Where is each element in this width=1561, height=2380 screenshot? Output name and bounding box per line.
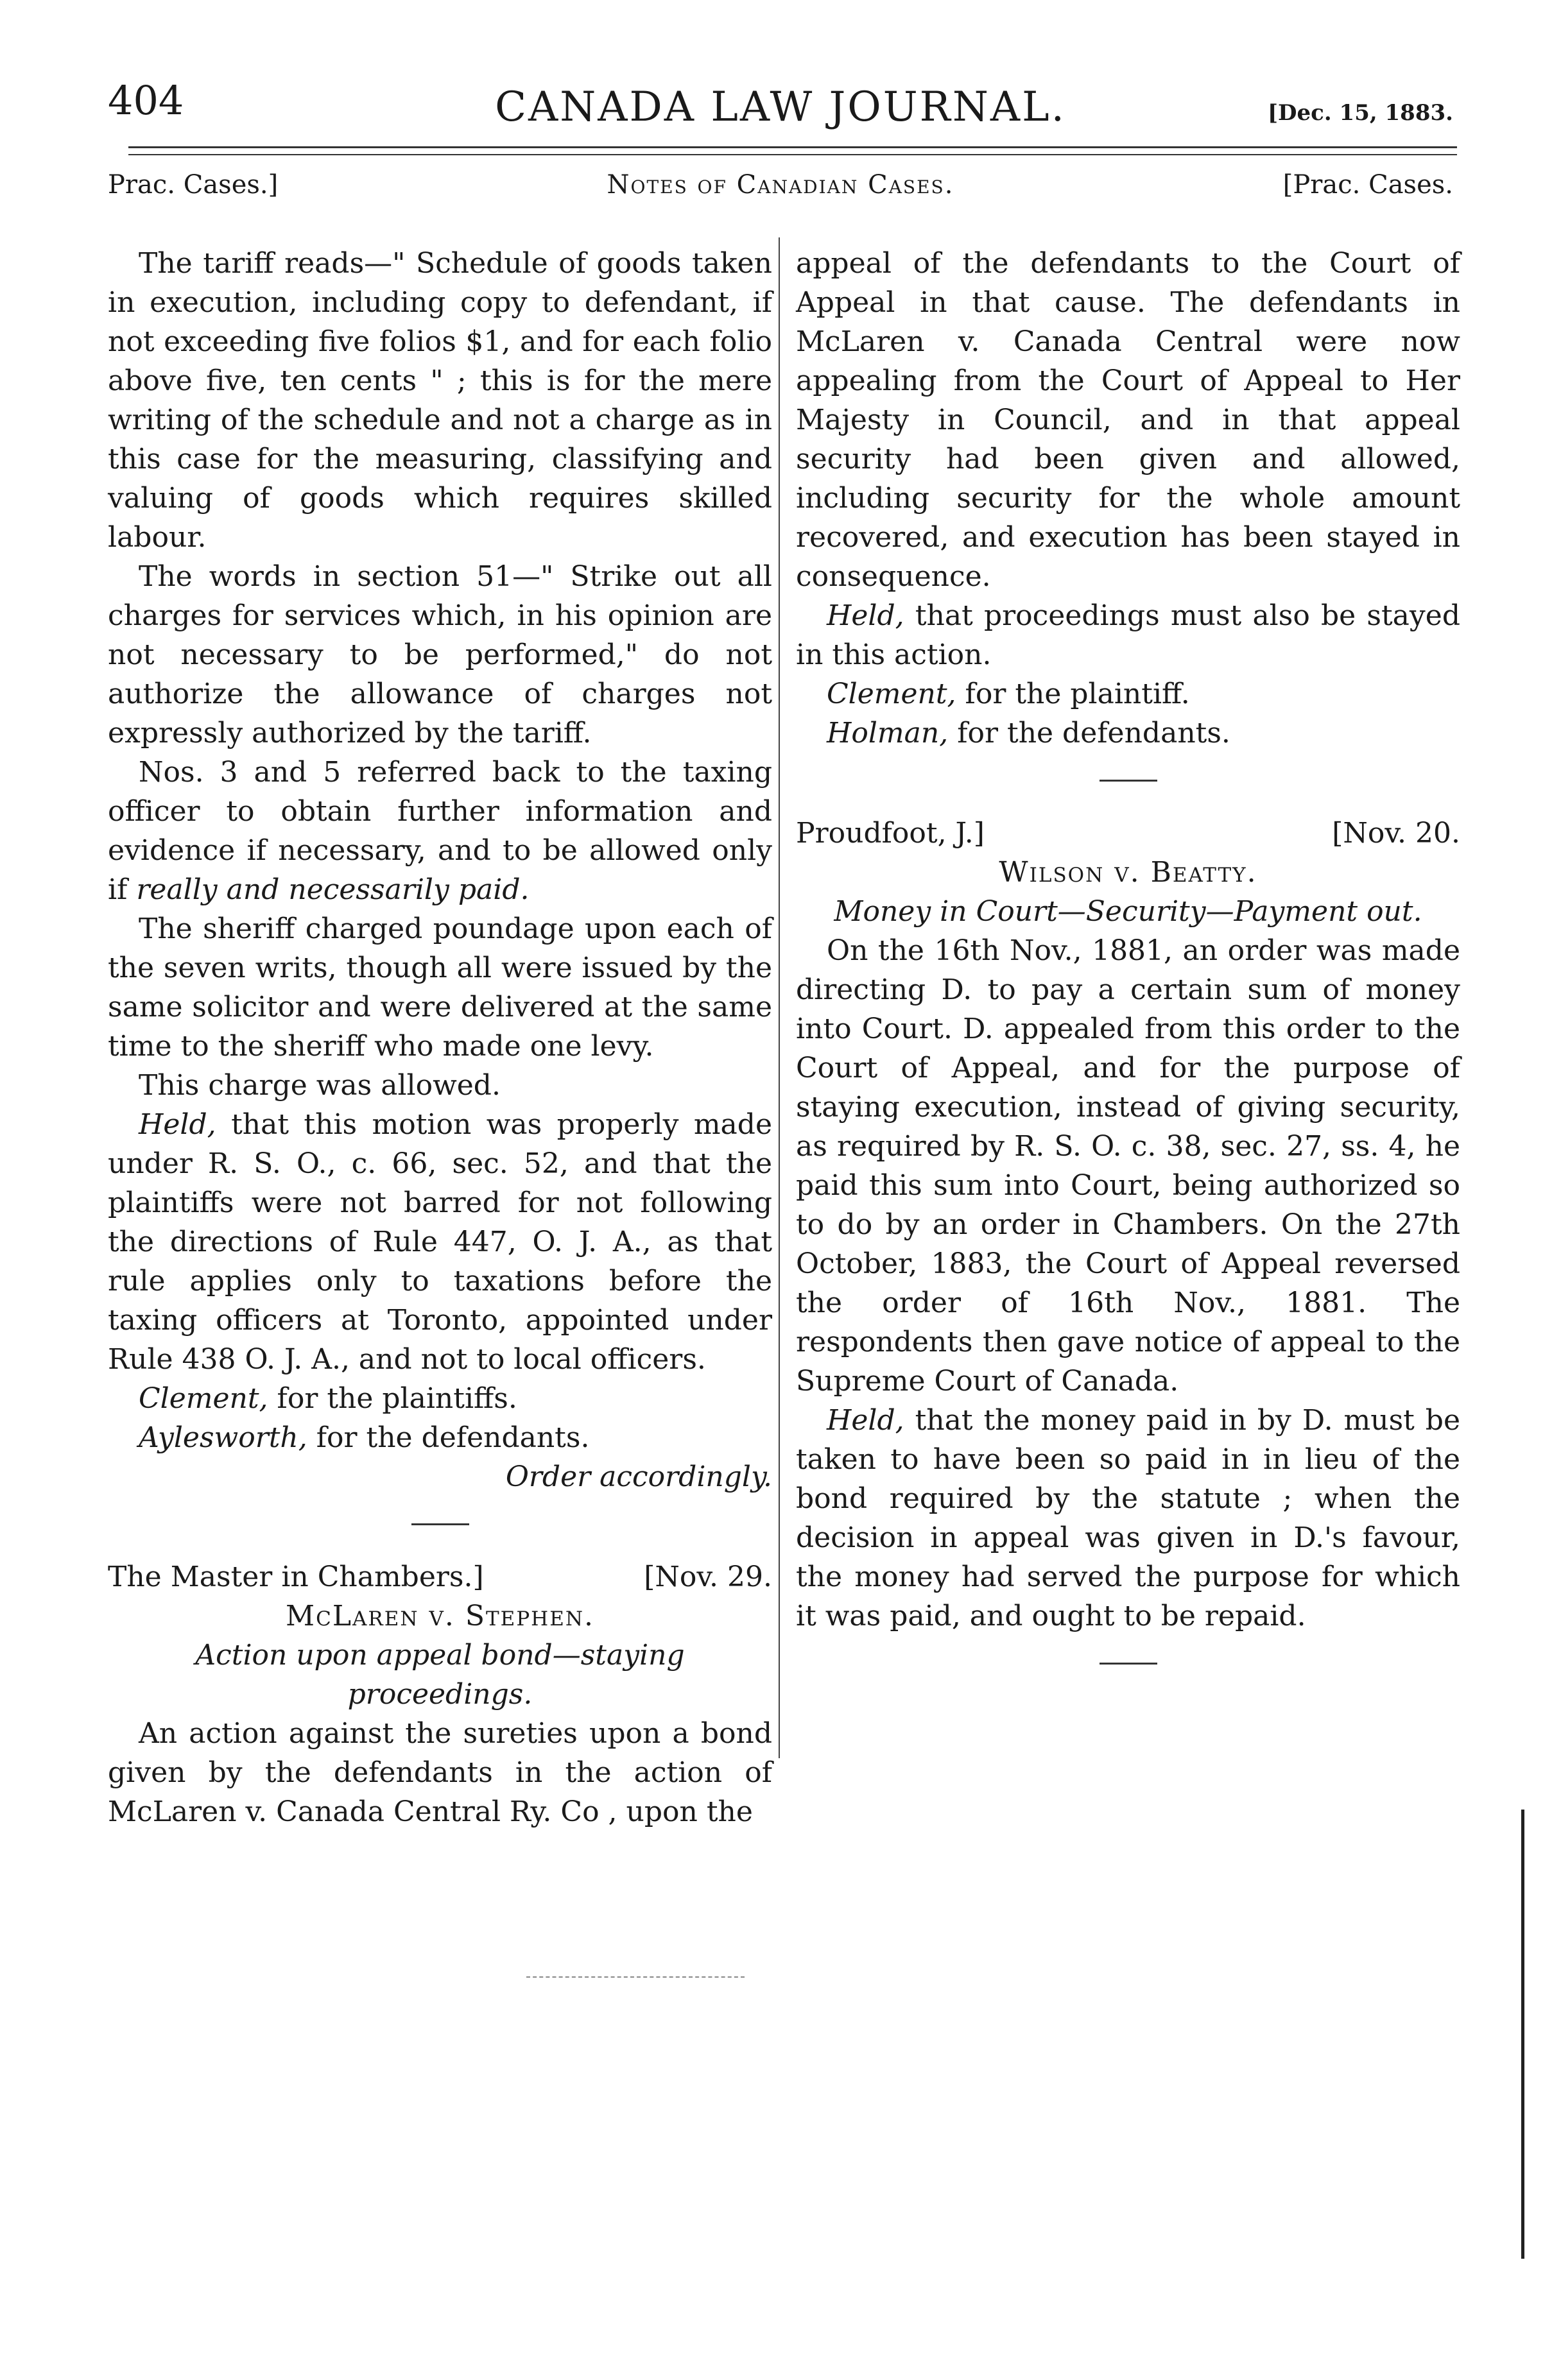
end-separator [1100, 1663, 1157, 1665]
section-subhead [0, 170, 1561, 209]
order-line: Order accordingly. [505, 1460, 772, 1493]
case-date: [Nov. 29. [644, 1561, 772, 1593]
page-number: 404 [108, 77, 184, 124]
counsel-role: for the plaintiffs. [277, 1382, 517, 1415]
held-label: Held, [827, 599, 904, 632]
case-header [108, 1557, 772, 1597]
held-text: that the money paid in by D. must be taken to have been so paid in in lieu of the bond required by the statute ; when the decision in appeal was given in D.'s favour, the money had served the purpose for which it was paid, and ought to be repaid. [796, 1404, 1460, 1632]
paragraph: On the 16th Nov., 1881, an order was made directing D. to pay a certain sum of money into Court. D. appealed from this order to the Court of Appeal, and for the purpose of staying execution, instead of giving security, as required by R. S. O. c. 38, sec. 27, ss. 4, he paid this sum into Court, being authorized so to do by an order in Chambers. On the 27th October, 1883, the Court of Appeal reversed the order of 16th Nov., 1881. The respondents then gave notice of appeal to the Supreme Court of Canada. [796, 934, 1460, 1398]
issue-date: [Dec. 15, 1883. [1267, 100, 1453, 126]
right-column [796, 244, 1460, 1697]
journal-title: CANADA LAW JOURNAL. [495, 83, 1066, 131]
paragraph: An action against the sureties upon a bond given by the defendants in the action of McLaren v. Canada Central Ry. Co , upon the [108, 1717, 772, 1828]
court-name: Proudfoot, J.] [796, 817, 985, 850]
counsel-line [108, 1418, 772, 1457]
paragraph-text: Nos. 3 and 5 referred back to the taxing officer to obtain further information and evidence if necessary, and to be allowed only if [108, 756, 772, 906]
held-paragraph [796, 596, 1460, 674]
case-separator [1100, 780, 1157, 782]
held-paragraph [796, 1401, 1460, 1636]
paragraph: The tariff reads—" Schedule of goods taken in execution, including copy to defendant, if not exceeding five folios $1, and for each folio above five, ten cents " ; this is for the mere writing of the schedule and not a charge as in this case for the measuring, classifying and valuing of goods which requires skilled labour. [108, 247, 772, 554]
subhead-left: Prac. Cases.] [108, 170, 279, 200]
case-title: Wilson v. Beatty. [999, 856, 1257, 889]
counsel-line [796, 674, 1460, 714]
held-label: Held, [827, 1404, 904, 1437]
column-divider [779, 237, 780, 1758]
emphasis: really and necessarily paid. [136, 873, 530, 906]
counsel-role: for the defendants. [957, 717, 1230, 749]
counsel-role: for the plaintiff. [965, 678, 1190, 710]
held-label: Held, [139, 1108, 216, 1141]
case-date: [Nov. 20. [1332, 817, 1460, 850]
counsel-line [796, 714, 1460, 753]
court-name: The Master in Chambers.] [108, 1561, 484, 1593]
scan-edge-line [1521, 1810, 1524, 2259]
case-topic: Action upon appeal bond—staying proceedings. [195, 1639, 685, 1711]
paragraph: appeal of the defendants to the Court of Appeal in that cause. The defendants in McLaren v. Canada Central were now appealing from the Court of Appeal to Her Majesty in Council, and in that appeal security had been given and allowed, including security for the whole amount recovered, and execution has been stayed in consequence. [796, 247, 1460, 593]
held-text: that proceedings must also be stayed in this action. [796, 599, 1460, 671]
counsel-name: Aylesworth, [139, 1421, 307, 1454]
counsel-name: Holman, [827, 717, 949, 749]
counsel-role: for the defendants. [316, 1421, 590, 1454]
paragraph: The words in section 51—" Strike out all charges for services which, in his opinion are not necessary to be performed," do not authorize the allowance of charges not expressly authorized by the tariff. [108, 560, 772, 749]
counsel-line [108, 1379, 772, 1418]
paragraph: This charge was allowed. [139, 1069, 501, 1102]
header-rule [128, 146, 1457, 148]
paragraph [108, 753, 772, 909]
header-rule-thin [128, 154, 1457, 155]
held-text: that this motion was properly made under R. S. O., c. 66, sec. 52, and that the plaintiffs were not barred for not following the directions of Rule 447, O. J. A., as that rule applies only to taxations before the taxing officers at Toronto, appointed under Rule 438 O. J. A., and not to local officers. [108, 1108, 772, 1376]
held-paragraph [108, 1105, 772, 1379]
case-topic: Money in Court—Security—Payment out. [834, 895, 1422, 928]
bottom-rule [526, 1976, 745, 1978]
case-title: McLaren v. Stephen. [286, 1600, 594, 1632]
running-head [0, 77, 1561, 148]
paragraph: The sheriff charged poundage upon each of the seven writs, though all were issued by the same solicitor and were delivered at the same time to the sheriff who made one levy. [108, 912, 772, 1063]
counsel-name: Clement, [827, 678, 956, 710]
subhead-right: [Prac. Cases. [1282, 170, 1453, 200]
left-column [108, 244, 772, 1831]
counsel-name: Clement, [139, 1382, 268, 1415]
case-header [796, 814, 1460, 853]
case-separator [411, 1523, 469, 1525]
subhead-center: Notes of Canadian Cases. [607, 170, 954, 200]
